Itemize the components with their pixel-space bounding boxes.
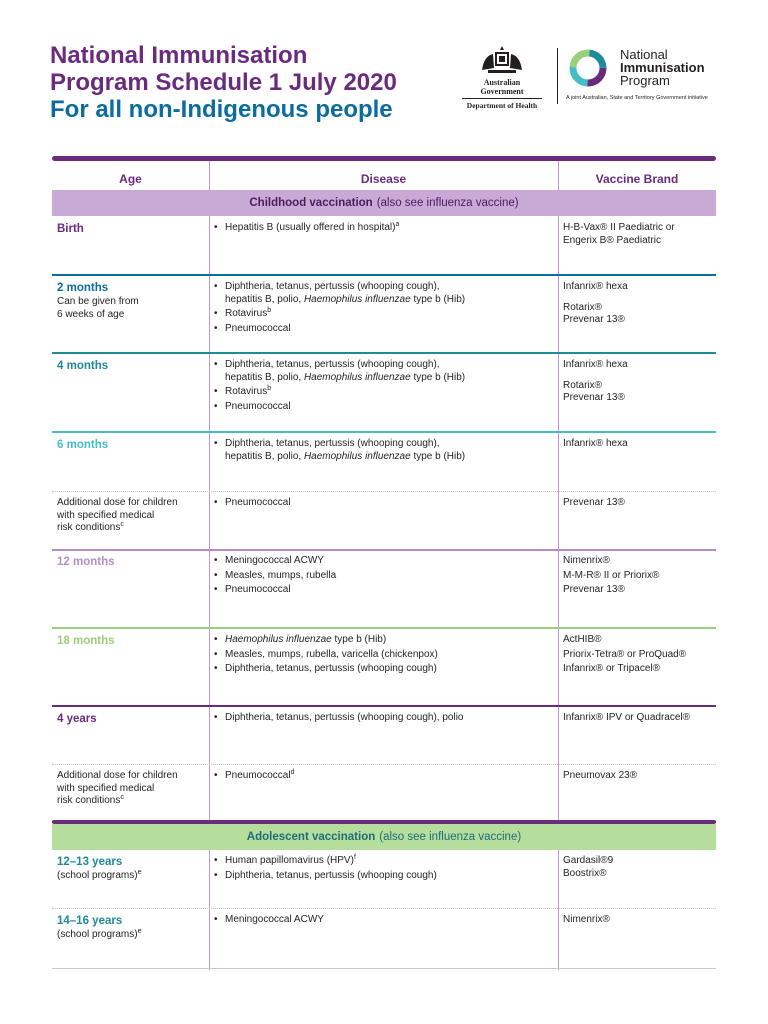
brand-cell-4-years-additional: [563, 770, 713, 783]
brand-item: Pneumovax 23®: [563, 770, 638, 781]
brand-item: Boostrix®: [563, 867, 607, 879]
disease-item: • Rotavirus$^b$: [212, 308, 552, 321]
disease-item: • Pneumococcal: [212, 497, 552, 510]
row-divider: [52, 352, 716, 354]
row-divider: [52, 705, 716, 707]
brand-item: Prevenar 13®: [563, 392, 625, 403]
age-cell-4-months: [57, 359, 207, 374]
disease-item: • Measles, mumps, rubella: [212, 570, 552, 583]
brand-item: Gardasil®9: [563, 855, 614, 866]
age-note: Additional dose for children: [57, 497, 178, 508]
age-note: risk conditions$^c$: [57, 521, 124, 533]
age-cell-birth: [57, 222, 207, 237]
age-cell-2-months: [57, 281, 207, 321]
brand-item: Infanrix® hexa: [563, 281, 628, 292]
row-divider: [52, 627, 716, 629]
disease-item: • Pneumococcal$^d$: [212, 770, 552, 783]
age-label: 2 months: [57, 282, 109, 294]
age-label: Birth: [57, 223, 84, 235]
age-note: risk conditions$^c$: [57, 794, 124, 806]
band-title: Adolescent vaccination: [246, 831, 376, 843]
age-cell-14-16-years: [57, 914, 207, 942]
row-divider: [52, 274, 716, 276]
brand-cell-12-months: [563, 555, 713, 597]
age-label: 12–13 years: [57, 856, 123, 868]
nip-title-line-2: Immunisation: [620, 60, 705, 75]
age-note: Additional dose for children: [57, 770, 178, 781]
age-note: with specified medical: [57, 782, 155, 794]
column-divider: [558, 216, 559, 821]
brand-item: Prevenar 13®: [563, 497, 625, 508]
age-cell-12-months: [57, 555, 207, 570]
disease-item: • Diphtheria, tetanus, pertussis (whooping cough): [212, 663, 552, 676]
disease-item: • Diphtheria, tetanus, pertussis (whooping cough), hepatitis B, polio, Haemophilus influenzae type b (Hib): [212, 438, 552, 463]
disease-item: • Meningococcal ACWY: [212, 555, 552, 568]
age-label: 4 months: [57, 360, 109, 372]
age-note: 6 weeks of age: [57, 308, 125, 320]
brand-item: Infanrix® hexa: [563, 438, 628, 449]
brand-cell-birth: [563, 222, 713, 247]
nip-title-line-3: Program: [620, 73, 670, 88]
disease-list-14-16-years: [212, 914, 552, 929]
band-note: (also see influenza vaccine): [379, 831, 522, 843]
coat-of-arms-icon: [478, 46, 526, 76]
adolescent-vaccination-band: [52, 824, 716, 850]
disease-item: • Diphtheria, tetanus, pertussis (whooping cough): [212, 870, 552, 883]
brand-item: Nimenrix®: [563, 914, 610, 925]
childhood-vaccination-band: [52, 190, 716, 216]
brand-cell-6-months: [563, 438, 713, 451]
age-cell-18-months: [57, 634, 207, 649]
column-header-disease: Disease: [360, 171, 407, 186]
brand-item: M-M-R® II or Priorix®: [563, 569, 660, 581]
row-divider: [52, 549, 716, 551]
brand-cell-18-months: [563, 634, 713, 676]
nip-ring-icon: [568, 48, 608, 88]
column-divider: [209, 849, 210, 970]
disease-item: • Pneumococcal: [212, 401, 552, 414]
brand-item: Prevenar 13®: [563, 314, 625, 325]
government-name: Australian Government: [462, 78, 542, 99]
disease-item: • Measles, mumps, rubella, varicella (chickenpox): [212, 649, 552, 662]
brand-item: Rotarix®: [563, 379, 603, 391]
sub-row-divider: [52, 764, 716, 765]
disease-list-birth: [212, 222, 552, 237]
brand-cell-6-months-additional: [563, 497, 713, 510]
age-label: 6 months: [57, 439, 109, 451]
disease-item: • Pneumococcal: [212, 323, 552, 336]
age-label: 4 years: [57, 713, 97, 725]
age-label: 12 months: [57, 556, 115, 568]
brand-item: Rotarix®: [563, 301, 603, 313]
brand-cell-4-months: [563, 359, 713, 405]
disease-item: • Human papillomavirus (HPV)$^f$: [212, 855, 552, 868]
disease-item: • Diphtheria, tetanus, pertussis (whooping cough), hepatitis B, polio, Haemophilus influenzae type b (Hib): [212, 281, 552, 306]
disease-list-12-months: [212, 555, 552, 599]
brand-item: Infanrix® IPV or Quadracel®: [563, 712, 691, 723]
brand-item: ActHIB®: [563, 634, 602, 645]
disease-item: • Rotavirus$^b$: [212, 386, 552, 399]
age-note: Can be given from: [57, 296, 139, 307]
disease-list-4-years: [212, 712, 552, 727]
brand-item: Infanrix® hexa: [563, 359, 628, 370]
band-note: (also see influenza vaccine): [376, 197, 519, 209]
brand-cell-14-16-years: [563, 914, 713, 927]
disease-list-4-months: [212, 359, 552, 415]
logo-divider: [557, 48, 558, 104]
disease-list-4-years-additional: [212, 770, 552, 785]
column-divider: [209, 216, 210, 821]
age-note: (school programs)$^e$: [57, 869, 142, 881]
age-cell-4-years: [57, 712, 207, 727]
age-cell-6-months-additional: [57, 497, 207, 535]
sub-row-divider: [52, 491, 716, 492]
age-note: with specified medical: [57, 509, 155, 521]
row-divider: [52, 431, 716, 433]
australian-government-logo: [462, 46, 542, 110]
department-name: Department of Health: [466, 101, 538, 110]
table-bottom-rule: [52, 968, 716, 969]
sub-row-divider: [52, 908, 716, 909]
brand-item: Nimenrix®: [563, 555, 610, 566]
disease-item: • Hepatitis B (usually offered in hospital)$^a$: [212, 222, 552, 235]
title-line-1: National Immunisation: [50, 42, 308, 69]
brand-item: Priorix-Tetra® or ProQuad®: [563, 648, 687, 660]
band-title: Childhood vaccination: [249, 197, 373, 209]
age-label: 14–16 years: [57, 915, 123, 927]
title-line-2: Program Schedule 1 July 2020: [50, 69, 397, 96]
disease-list-6-months: [212, 438, 552, 465]
age-cell-4-years-additional: [57, 770, 207, 808]
title-subtitle: For all non-Indigenous people: [50, 96, 393, 123]
disease-item: • Diphtheria, tetanus, pertussis (whooping cough), polio: [212, 712, 552, 725]
brand-cell-2-months: [563, 281, 713, 327]
age-note: (school programs)$^e$: [57, 928, 142, 940]
age-cell-12-13-years: [57, 855, 207, 883]
disease-list-2-months: [212, 281, 552, 337]
page-title: [50, 42, 450, 124]
disease-list-6-months-additional: [212, 497, 552, 512]
nip-title-line-1: National: [620, 47, 668, 62]
disease-list-18-months: [212, 634, 552, 678]
disease-item: • Pneumococcal: [212, 584, 552, 597]
age-cell-6-months: [57, 438, 207, 453]
column-header-brand: Vaccine Brand: [595, 171, 679, 186]
nip-tagline: A joint Australian, State and Territory Government initiative: [566, 95, 708, 101]
brand-item: H-B-Vax® II Paediatric or: [563, 222, 675, 233]
brand-cell-4-years: [563, 712, 713, 725]
column-divider: [558, 849, 559, 970]
schedule-table: [52, 156, 716, 970]
brand-item: Prevenar 13®: [563, 584, 625, 595]
disease-item: • Haemophilus influenzae type b (Hib): [212, 634, 552, 647]
column-header-age: Age: [119, 171, 142, 186]
brand-cell-12-13-years: [563, 855, 713, 880]
disease-item: • Diphtheria, tetanus, pertussis (whooping cough), hepatitis B, polio, Haemophilus influenzae type b (Hib): [212, 359, 552, 384]
age-label: 18 months: [57, 635, 115, 647]
brand-item: Engerix B® Paediatric: [563, 234, 661, 246]
disease-list-12-13-years: [212, 855, 552, 884]
disease-item: • Meningococcal ACWY: [212, 914, 552, 927]
brand-item: Infanrix® or Tripacel®: [563, 663, 660, 674]
